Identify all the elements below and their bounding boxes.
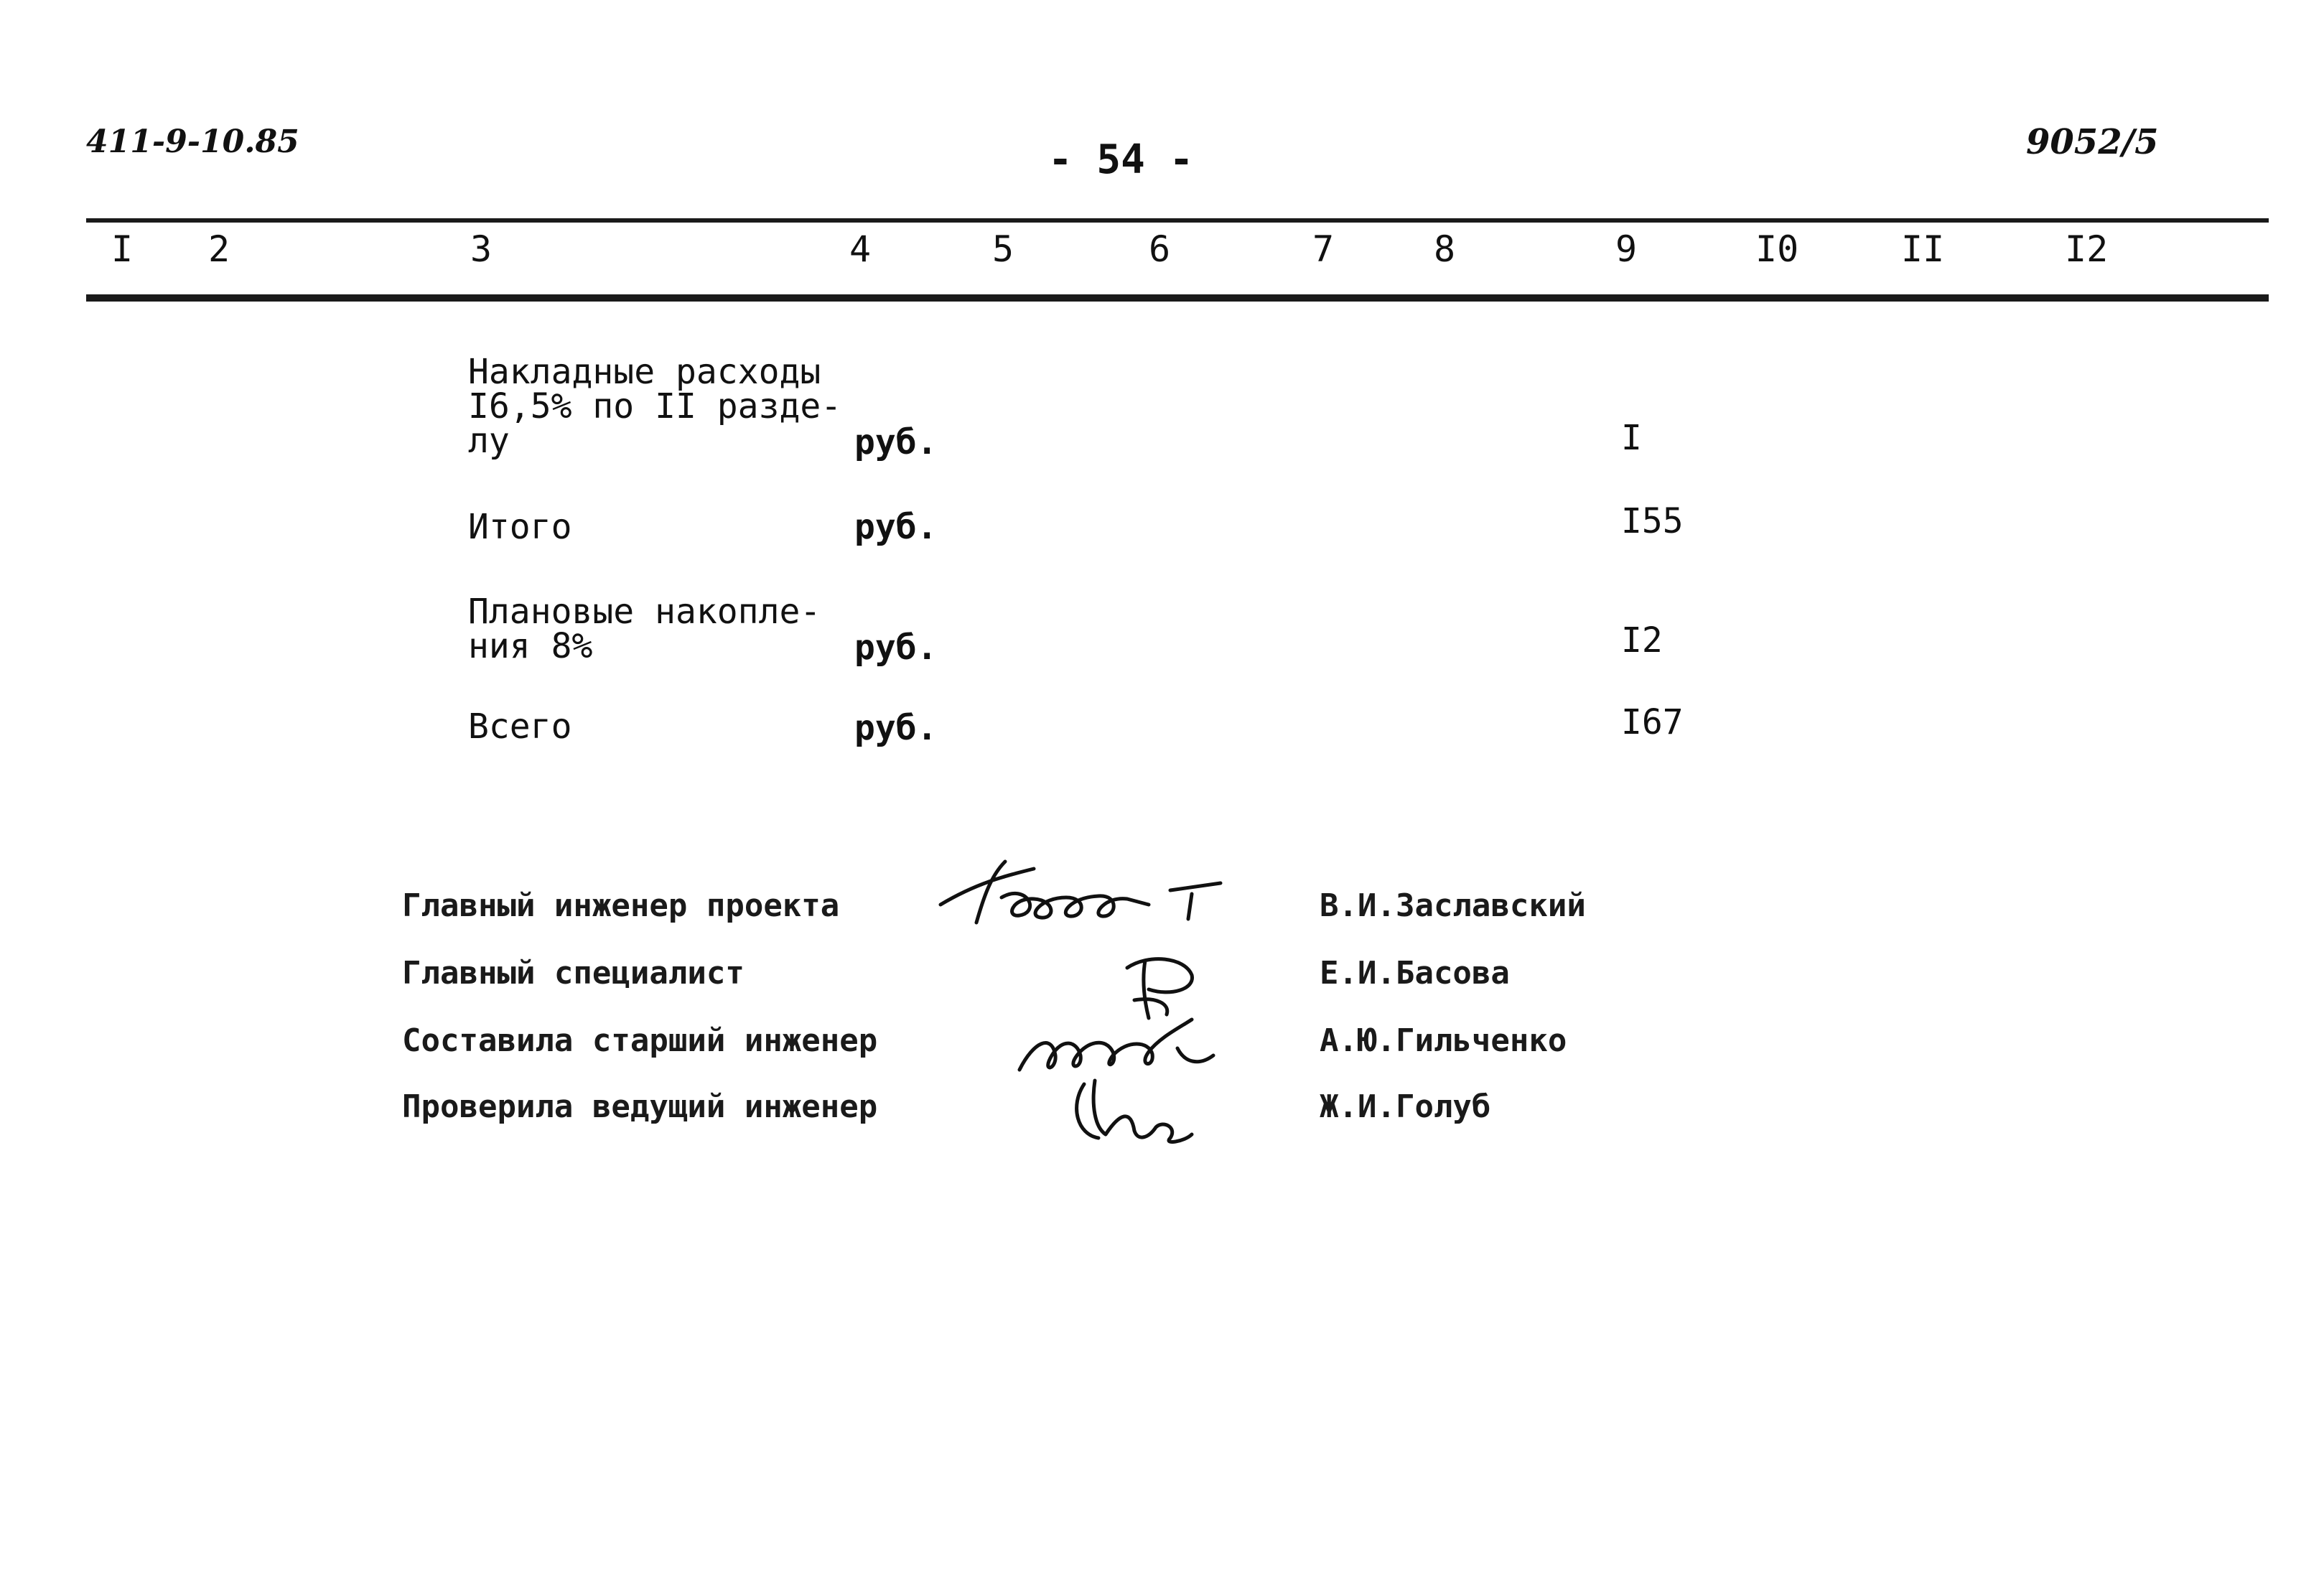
column-number: II — [1901, 228, 1945, 270]
row-description: Всего — [468, 706, 572, 747]
handwritten-signature — [1063, 1070, 1206, 1149]
column-number: I0 — [1755, 228, 1799, 270]
row-value: I67 — [1621, 702, 1684, 742]
row-description: Итого — [468, 507, 572, 547]
column-number: 5 — [992, 228, 1014, 270]
archive-number: 9052/5 — [2026, 122, 2159, 162]
handwritten-signature — [933, 854, 1235, 941]
row-description: Накладные расходы — [468, 352, 821, 392]
row-value: I55 — [1621, 501, 1684, 541]
row-value: I2 — [1621, 620, 1663, 661]
signatory-role: Составила старший инженер — [402, 1022, 878, 1059]
signatory-role: Проверила ведущий инженер — [402, 1088, 878, 1125]
row-unit: руб. — [854, 422, 938, 462]
row-unit: руб. — [854, 507, 938, 547]
row-description: I6,5% по II разде- — [468, 386, 842, 426]
signatory-role: Главный инженер проекта — [402, 887, 840, 924]
signatory-name: А.Ю.Гильченко — [1320, 1022, 1567, 1059]
column-number: 7 — [1312, 228, 1335, 270]
table-header-top-rule — [86, 218, 2269, 223]
column-number: I — [111, 228, 134, 270]
row-unit: руб. — [854, 708, 938, 748]
row-description: Плановые накопле- — [468, 592, 821, 632]
row-description: ния 8% — [468, 626, 593, 666]
table-header-bottom-rule — [86, 294, 2269, 302]
row-value: I — [1621, 418, 1642, 458]
column-number: I2 — [2065, 228, 2109, 270]
row-unit: руб. — [854, 628, 938, 668]
column-number: 6 — [1149, 228, 1171, 270]
page-number: - 54 - — [1048, 136, 1194, 183]
signatory-name: Е.И.Басова — [1320, 955, 1510, 992]
column-number: 4 — [849, 228, 872, 270]
signatory-role: Главный специалист — [402, 955, 745, 992]
column-number: 2 — [208, 228, 230, 270]
column-number: 9 — [1615, 228, 1638, 270]
column-number: 8 — [1434, 228, 1456, 270]
row-description: лу — [468, 421, 510, 461]
column-number: 3 — [470, 228, 493, 270]
signatory-name: Ж.И.Голуб — [1320, 1088, 1491, 1125]
signatory-name: В.И.Заславский — [1320, 887, 1586, 924]
document-code: 411-9-10.85 — [86, 123, 299, 160]
